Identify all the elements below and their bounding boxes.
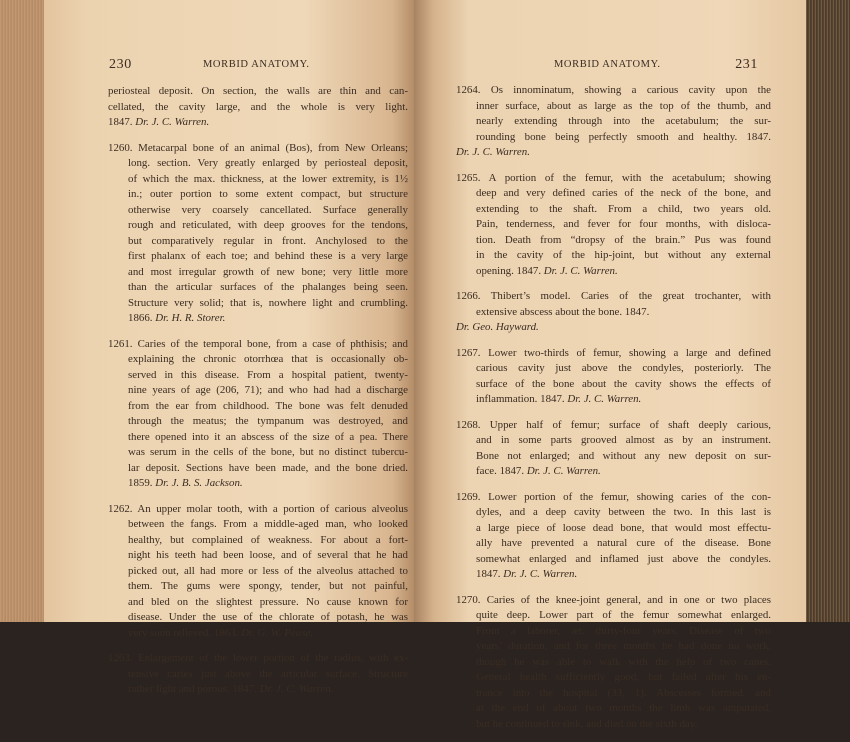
entry-year: 1866. bbox=[128, 312, 153, 324]
left-page-header bbox=[44, 57, 414, 73]
text-line: 1266. Thibert’s model. Caries of the great trochanter, with bbox=[456, 290, 771, 302]
text-line: extensive abscess about the bone. 1847. bbox=[476, 305, 650, 318]
text-line: deep and very defined caries of the neck of the bone, and bbox=[476, 187, 771, 199]
entry-signature bbox=[456, 392, 771, 408]
entry-1264 bbox=[456, 83, 771, 161]
text-line: and most irregular growth of new bone; very little more bbox=[128, 265, 408, 278]
entry-1268 bbox=[456, 418, 771, 480]
text-line: but comparatively regular in front. Anchylosed to the bbox=[128, 234, 408, 247]
text-line: them. The gums were spongy, tender, but not painful, bbox=[128, 580, 408, 592]
text-line: carious cavity just above the condyles, posteriorly. The bbox=[476, 362, 771, 374]
entry-1270 bbox=[456, 593, 771, 733]
right-running-head: MORBID ANATOMY. bbox=[554, 59, 661, 70]
text-line: quite deep. Lower part of the femur somewhat enlarged. bbox=[476, 609, 771, 621]
text-line: rounding bone being perfectly smooth and healthy. 1847. bbox=[476, 130, 771, 143]
text-line: 1263. Enlargement of the lower portion of the radius, with ex- bbox=[108, 652, 408, 664]
text-line: Structure very solid; that is, nowhere light and crumbling. bbox=[128, 296, 408, 309]
text-line: served in this disease. From a hospital patient, twenty- bbox=[128, 368, 408, 381]
text-line: picked out, all had more or less of the alveolus attached to bbox=[128, 564, 408, 577]
text-line: explaining the chronic otorrhœa that is occasionally ob- bbox=[128, 353, 408, 365]
entry-signature bbox=[108, 311, 408, 327]
entry-signature bbox=[456, 320, 771, 336]
text-line: from the ear from childhood. The bone was felt denuded bbox=[128, 399, 408, 412]
text-line: though he was able to walk with the help of two canes. bbox=[476, 655, 771, 668]
text-line: 1270. Caries of the knee-joint general, and in one or two places bbox=[456, 593, 771, 606]
text-line: lar deposit. Sections have been made, and the bone dried. bbox=[128, 461, 408, 474]
text-line: rough and reticulated, with deep grooves for the tendons, bbox=[128, 219, 408, 231]
entry-signature bbox=[456, 264, 771, 280]
left-page-edges bbox=[0, 0, 44, 622]
entry-1259-continued bbox=[108, 84, 408, 131]
text-line: in the cavity of the hip-joint, but without any external bbox=[476, 249, 771, 261]
text-line: periosteal deposit. On section, the walls are thin and can- bbox=[108, 85, 408, 97]
right-page-number: 231 bbox=[735, 57, 758, 72]
entry-signature bbox=[108, 626, 408, 642]
entry-signature bbox=[108, 476, 408, 492]
text-line: 1262. An upper molar tooth, with a portion of carious alveolus bbox=[108, 502, 408, 515]
entry-year: 1847. bbox=[108, 116, 133, 128]
text-line: General health sufficiently good, but failed after his en- bbox=[476, 671, 771, 683]
entry-author: Dr. J. C. Warren. bbox=[503, 568, 578, 580]
text-line: From a laborer, æt. thirty-four years. Disease of two bbox=[476, 624, 771, 637]
entry-author: Dr. J. C. Warren. bbox=[259, 683, 334, 695]
entry-author: Dr. J. C. Warren. bbox=[543, 264, 618, 277]
text-line: nearly extending through into the acetabulum; the sur- bbox=[476, 115, 771, 127]
entry-author: Dr. H. R. Storer. bbox=[155, 312, 226, 324]
entry-author: Dr. J. C. Warren. bbox=[135, 116, 210, 128]
entry-signature bbox=[456, 464, 771, 480]
text-line: tensive caries just above the articular surface. Structure bbox=[128, 667, 408, 680]
text-line: ally have prevented a natural cure of the disease. Bone bbox=[476, 537, 771, 549]
text-line: a large piece of loose dead bone, that would most effectu- bbox=[476, 521, 771, 534]
right-page-edges bbox=[806, 0, 850, 622]
text-line: there opened into it an abscess of the size of a pea. There bbox=[128, 430, 408, 443]
text-line: nine years of age (206, 71); and who had had a discharge bbox=[128, 384, 408, 396]
entry-1262 bbox=[108, 502, 408, 642]
text-line: and bled on the slightest pressure. No cause known for bbox=[128, 595, 408, 608]
entry-1265 bbox=[456, 171, 771, 280]
entry-final-line: rather light and porous. 1847. bbox=[128, 683, 257, 695]
entry-1263 bbox=[108, 651, 408, 698]
entry-author: Dr. J. C. Warren. bbox=[526, 465, 601, 477]
entry-author: Dr. J. C. Warren. bbox=[456, 146, 530, 158]
entry-author: Dr. J. B. S. Jackson. bbox=[155, 477, 243, 489]
text-line: cellated, the cavity large, and the whole is very light. bbox=[108, 100, 408, 113]
text-line: extending to the shaft. From a child, two years old. bbox=[476, 202, 771, 215]
entry-final-line: 1847. bbox=[476, 568, 501, 580]
entry-final-line: opening. 1847. bbox=[476, 264, 542, 277]
text-line: Bone not enlarged; and without any new deposit on sur- bbox=[476, 449, 771, 462]
text-line: somewhat enlarged and inflamed just above the condyles. bbox=[476, 552, 771, 565]
text-line: inner surface, about as large as the top of the thumb, and bbox=[476, 99, 771, 112]
text-line: than the articular surfaces of the phalanges being seen. bbox=[128, 281, 408, 293]
left-page-text bbox=[108, 84, 408, 708]
text-line: at the end of about two months the limb was amputated, bbox=[476, 702, 771, 714]
text-line: years’ duration, and for three months he had done no work, bbox=[476, 640, 771, 652]
text-line: in.; outer portion to some extent compact, but structure bbox=[128, 188, 408, 200]
text-line: was serum in the cells of the bone, but no distinct tubercu- bbox=[128, 446, 408, 458]
entry-author: Dr. G. W. Pease. bbox=[241, 626, 314, 639]
left-page bbox=[44, 0, 414, 695]
entry-signature bbox=[108, 682, 408, 698]
text-line: 1260. Metacarpal bone of an animal (Bos), from New Orleans; bbox=[108, 141, 408, 154]
left-page-number: 230 bbox=[109, 57, 132, 72]
entry-author: Dr. Geo. Hayward. bbox=[456, 321, 539, 333]
text-line: of which the max. thickness, at the lower extremity, is 1½ bbox=[128, 172, 408, 185]
entry-year: 1859. bbox=[128, 477, 153, 489]
entry-final-line: inflammation. 1847. bbox=[476, 393, 565, 405]
text-line: otherwise very coarsely cancellated. Surface generally bbox=[128, 203, 408, 216]
text-line: surface of the bone about the cavity shows the effects of bbox=[476, 377, 771, 390]
text-line: Pain, tenderness, and fever for four months, with disloca- bbox=[476, 218, 771, 230]
right-page-header bbox=[414, 57, 806, 73]
entry-1260 bbox=[108, 141, 408, 327]
text-line: 1261. Caries of the temporal bone, from a case of phthisis; and bbox=[108, 337, 408, 350]
text-line: but he continued to sink, and died on the sixth day. bbox=[476, 717, 698, 730]
entry-author: Dr. J. C. Warren. bbox=[567, 393, 642, 405]
text-line: 1265. A portion of the femur, with the acetabulum; showing bbox=[456, 171, 771, 184]
entry-signature bbox=[456, 567, 771, 583]
text-line: 1268. Upper half of femur; surface of shaft deeply carious, bbox=[456, 418, 771, 431]
text-line: through the meatus; the tympanum was destroyed, and bbox=[128, 415, 408, 427]
entry-signature bbox=[456, 145, 771, 161]
entry-final-line: very soon relieved. 1863. bbox=[128, 626, 239, 639]
text-line: 1264. Os innominatum, showing a carious cavity upon the bbox=[456, 84, 771, 96]
text-line: tion. Death from “dropsy of the brain.” Pus was found bbox=[476, 233, 771, 246]
text-line: dyles, and a deep cavity between the two. In this last is bbox=[476, 506, 771, 518]
entry-1261 bbox=[108, 337, 408, 492]
text-line: night his teeth had been loose, and of several that he had bbox=[128, 549, 408, 561]
text-line: first phalanx of each toe; and behind these is a very large bbox=[128, 250, 408, 262]
text-line: trance into the hospital (33, 1). Abscesses formed, and bbox=[476, 686, 771, 699]
entry-final-line: face. 1847. bbox=[476, 465, 525, 477]
entry-1267 bbox=[456, 346, 771, 408]
right-page bbox=[414, 0, 806, 730]
text-line: between the fangs. From a middle-aged man, who looked bbox=[128, 518, 408, 530]
entry-1269 bbox=[456, 490, 771, 583]
entry-1266 bbox=[456, 289, 771, 336]
text-line: 1267. Lower two-thirds of femur, showing a large and defined bbox=[456, 346, 771, 359]
text-line: disease. Under the use of the chlorate of potash, he was bbox=[128, 611, 408, 623]
text-line: long. section. Very greatly enlarged by periosteal deposit, bbox=[128, 157, 408, 169]
right-page-text bbox=[456, 83, 771, 742]
text-line: and in some parts grooved almost as by an instrument. bbox=[476, 434, 771, 446]
text-line: 1269. Lower portion of the femur, showing caries of the con- bbox=[456, 490, 771, 503]
left-running-head: MORBID ANATOMY. bbox=[203, 59, 310, 70]
entry-signature bbox=[108, 115, 408, 131]
text-line: healthy, but complained of weakness. For about a fort- bbox=[128, 533, 408, 546]
